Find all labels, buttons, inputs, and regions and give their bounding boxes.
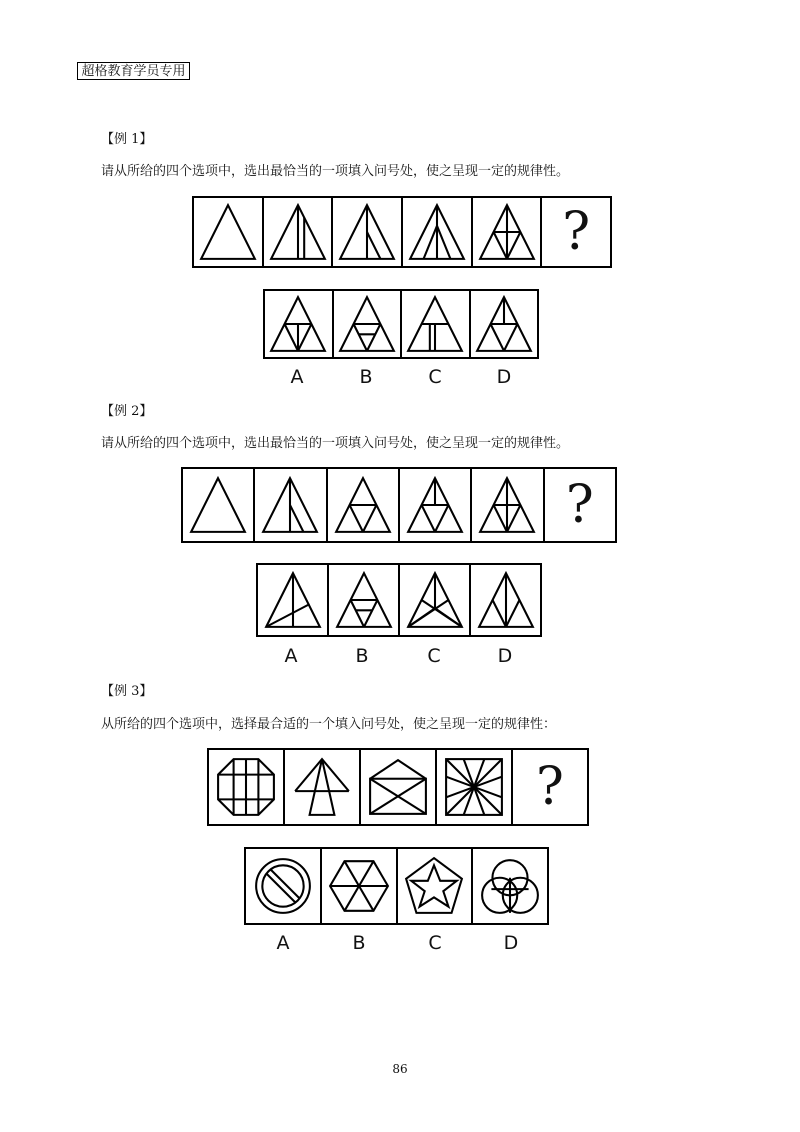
example-1-question: 请从所给的四个选项中，选出最恰当的一项填入问号处，使之呈现一定的规律性。 [101,164,570,179]
ex1-letter-d: D [496,366,512,388]
ex2-letter-c: C [427,645,441,667]
envelope-figure [367,756,429,818]
example-1-options-strip [263,289,539,359]
square-star-figure [443,756,505,818]
example-3-label: 【例 3】 [101,684,153,699]
question-mark-icon: ? [562,202,591,262]
three-circles-figure [479,855,541,917]
example-2-question-strip [181,467,617,543]
triangle-figure [475,569,537,631]
example-2-label: 【例 2】 [101,404,153,419]
ex1-option-a[interactable] [265,291,332,357]
ex2-figure-1 [183,469,253,541]
triangle-figure [267,293,329,355]
triangle-figure [197,201,259,263]
ex3-letter-b: B [352,932,366,954]
ex3-option-a[interactable] [246,849,320,923]
triangle-figure [332,474,394,536]
ex3-figure-4 [435,750,511,824]
triangle-figure [476,201,538,263]
page-number: 86 [392,1062,408,1076]
ex2-option-a[interactable] [258,565,327,635]
triangle-figure [267,201,329,263]
triangle-figure [333,569,395,631]
example-3-question: 从所给的四个选项中，选择最合适的一个填入问号处，使之呈现一定的规律性： [101,717,557,732]
example-1-label: 【例 1】 [101,132,153,147]
triangle-figure [404,569,466,631]
triangle-figure [476,474,538,536]
ex3-option-d[interactable] [471,849,547,923]
ex2-letter-b: B [355,645,369,667]
ex2-figure-4 [398,469,470,541]
ex1-letter-c: C [428,366,442,388]
triangle-figure [404,293,466,355]
triangle-figure [406,201,468,263]
ex3-figure-1 [209,750,283,824]
ex1-option-d[interactable] [469,291,538,357]
prohibition-icon [252,855,314,917]
octagon-grid-figure [215,756,277,818]
ex1-figure-2 [262,198,332,266]
pentagon-star-figure [403,855,465,917]
example-1-question-strip [192,196,612,268]
ex2-figure-5 [470,469,542,541]
question-mark-icon: ? [565,475,594,535]
ex2-figure-3 [326,469,398,541]
header-label: 超格教育学员专用 [77,62,190,80]
ex3-letter-d: D [503,932,519,954]
triangle-figure [187,474,249,536]
example-2-question: 请从所给的四个选项中，选出最恰当的一项填入问号处，使之呈现一定的规律性。 [101,436,570,451]
triangle-figure [404,474,466,536]
ex1-option-b[interactable] [332,291,401,357]
ex1-figure-5 [471,198,541,266]
hexagon-figure [328,855,390,917]
ex1-figure-4 [401,198,471,266]
ex1-letter-b: B [359,366,373,388]
ex2-option-b[interactable] [327,565,398,635]
example-3-options-strip [244,847,549,925]
triangle-figure [262,569,324,631]
ex3-letter-a: A [276,932,290,954]
ex3-option-b[interactable] [320,849,396,923]
example-2-options-strip [256,563,542,637]
ex2-question-cell [543,469,615,541]
question-mark-icon: ? [536,757,564,817]
arrow-figure [291,756,353,818]
ex1-figure-3 [331,198,401,266]
ex1-letter-a: A [290,366,304,388]
ex3-option-c[interactable] [396,849,472,923]
triangle-figure [336,201,398,263]
triangle-figure [473,293,535,355]
ex2-letter-a: A [284,645,298,667]
ex3-figure-3 [359,750,435,824]
ex2-letter-d: D [497,645,513,667]
ex2-option-d[interactable] [469,565,540,635]
triangle-figure [259,474,321,536]
ex1-option-c[interactable] [400,291,469,357]
example-3-question-strip [207,748,589,826]
ex3-figure-2 [283,750,359,824]
ex2-figure-2 [253,469,325,541]
ex3-question-cell [511,750,587,824]
triangle-figure [336,293,398,355]
ex1-question-cell [540,198,610,266]
ex3-letter-c: C [428,932,442,954]
ex2-option-c[interactable] [398,565,469,635]
ex1-figure-1 [194,198,262,266]
